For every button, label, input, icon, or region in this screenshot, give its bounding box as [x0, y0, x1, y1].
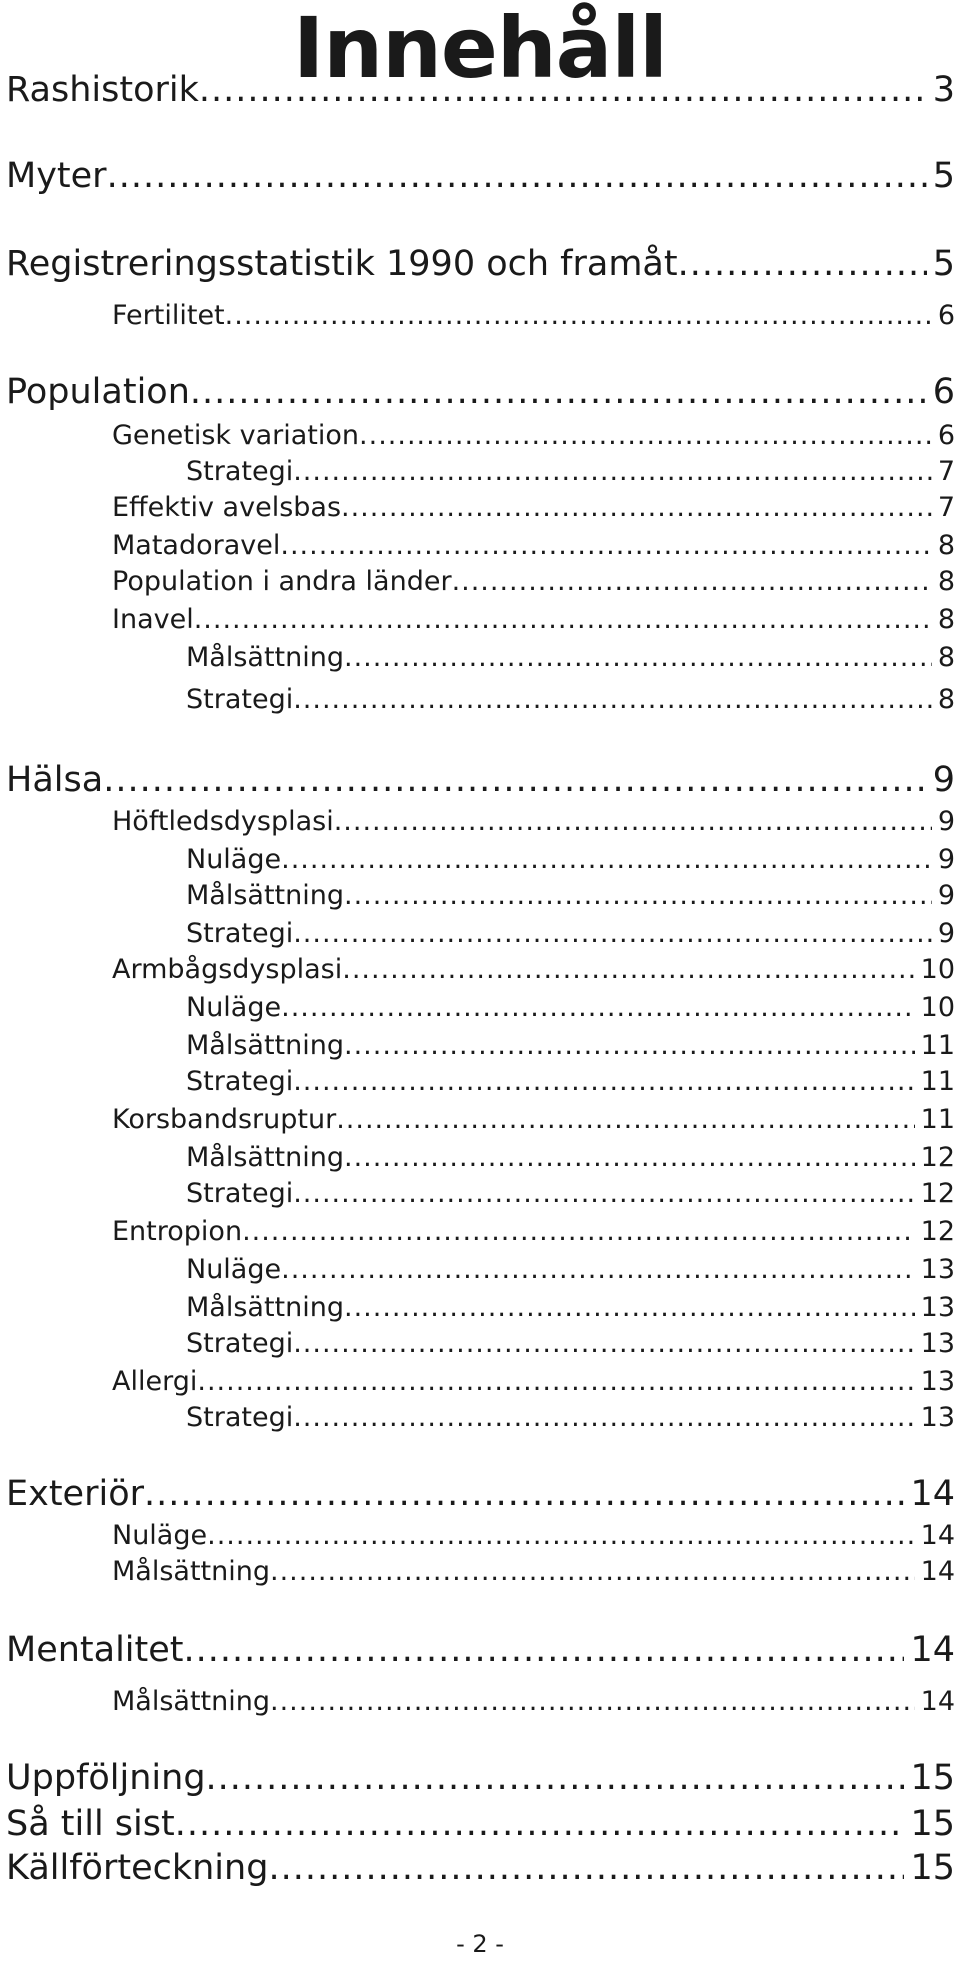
toc-dot-leader — [206, 1758, 905, 1798]
toc-entry-label: Målsättning — [186, 1142, 344, 1173]
toc-entry[interactable] — [0, 880, 955, 911]
toc-entry[interactable] — [0, 300, 955, 331]
toc-entry-label: Rashistorik — [6, 70, 199, 110]
toc-entry-page-number: 13 — [920, 1254, 955, 1285]
toc-dot-leader — [678, 244, 927, 284]
toc-entry-label: Entropion — [112, 1216, 243, 1247]
toc-entry-label: Strategi — [186, 684, 294, 715]
toc-entry[interactable] — [0, 156, 955, 196]
toc-entry-label: Effektiv avelsbas — [112, 492, 342, 523]
toc-entry-label: Målsättning — [186, 1030, 344, 1061]
toc-dot-leader — [197, 1366, 914, 1397]
toc-entry[interactable] — [0, 492, 955, 523]
toc-dot-leader — [199, 70, 927, 110]
toc-entry-label: Strategi — [186, 1402, 294, 1433]
toc-entry-page-number: 8 — [937, 530, 955, 561]
toc-entry-label: Exteriör — [6, 1474, 145, 1514]
toc-entry[interactable] — [0, 1104, 955, 1135]
toc-entry-label: Nuläge — [186, 1254, 282, 1285]
toc-entry-page-number: 7 — [937, 492, 955, 523]
toc-entry-page-number: 10 — [920, 992, 955, 1023]
toc-entry-label: Nuläge — [186, 844, 282, 875]
toc-dot-leader — [144, 1474, 904, 1514]
toc-entry-label: Armbågsdysplasi — [112, 954, 343, 985]
toc-entry-page-number: 5 — [932, 156, 955, 196]
toc-dot-leader — [452, 566, 932, 597]
toc-entry-page-number: 12 — [920, 1178, 955, 1209]
toc-dot-leader — [268, 1848, 904, 1888]
toc-dot-leader — [270, 1556, 915, 1587]
toc-dot-leader — [175, 1804, 905, 1844]
toc-entry[interactable] — [0, 1366, 955, 1397]
toc-dot-leader — [184, 1630, 905, 1670]
toc-entry[interactable] — [0, 1216, 955, 1247]
toc-dot-leader — [344, 1142, 915, 1173]
toc-entry-label: Källförteckning — [6, 1848, 269, 1888]
toc-entry-label: Strategi — [186, 456, 294, 487]
toc-entry-label: Fertilitet — [112, 300, 225, 331]
toc-entry-label: Korsbandsruptur — [112, 1104, 337, 1135]
toc-dot-leader — [293, 1178, 914, 1209]
toc-entry[interactable] — [0, 1030, 955, 1061]
toc-entry-page-number: 13 — [920, 1402, 955, 1433]
toc-entry-label: Nuläge — [186, 992, 282, 1023]
page-number-footer: - 2 - — [456, 1930, 504, 1958]
toc-entry-page-number: 9 — [937, 918, 955, 949]
toc-entry[interactable] — [0, 1686, 955, 1717]
toc-dot-leader — [293, 456, 932, 487]
toc-entry-label: Målsättning — [186, 1292, 344, 1323]
toc-entry-label: Mentalitet — [6, 1630, 184, 1670]
toc-dot-leader — [334, 806, 932, 837]
toc-entry-page-number: 7 — [937, 456, 955, 487]
toc-dot-leader — [107, 156, 927, 196]
toc-entry-label: Inavel — [112, 604, 194, 635]
toc-dot-leader — [281, 1254, 915, 1285]
toc-entry[interactable] — [0, 1402, 955, 1433]
toc-entry-page-number: 13 — [920, 1292, 955, 1323]
toc-entry[interactable] — [0, 1254, 955, 1285]
toc-dot-leader — [293, 1066, 914, 1097]
toc-dot-leader — [359, 420, 932, 451]
toc-entry[interactable] — [0, 1292, 955, 1323]
toc-entry-page-number: 14 — [910, 1630, 955, 1670]
toc-dot-leader — [293, 918, 932, 949]
toc-entry-page-number: 11 — [920, 1066, 955, 1097]
toc-entry-label: Målsättning — [186, 880, 344, 911]
toc-entry-label: Registreringsstatistik 1990 och framåt — [6, 244, 678, 284]
toc-entry[interactable] — [0, 844, 955, 875]
toc-entry-label: Strategi — [186, 1066, 294, 1097]
toc-entry-page-number: 14 — [910, 1474, 955, 1514]
toc-entry[interactable] — [0, 918, 955, 949]
toc-entry-label: Strategi — [186, 1178, 294, 1209]
toc-entry[interactable] — [0, 372, 955, 412]
toc-entry[interactable] — [0, 604, 955, 635]
toc-entry-page-number: 9 — [937, 844, 955, 875]
toc-entry-page-number: 12 — [920, 1216, 955, 1247]
toc-entry-label: Uppföljning — [6, 1758, 206, 1798]
toc-entry-page-number: 3 — [932, 70, 955, 110]
toc-entry[interactable] — [0, 1474, 955, 1514]
toc-dot-leader — [293, 1402, 914, 1433]
toc-entry-label: Strategi — [186, 1328, 294, 1359]
toc-entry-page-number: 15 — [910, 1848, 955, 1888]
toc-entry-page-number: 9 — [932, 760, 955, 800]
toc-entry[interactable] — [0, 530, 955, 561]
toc-dot-leader — [207, 1520, 915, 1551]
toc-dot-leader — [293, 1328, 914, 1359]
toc-dot-leader — [103, 760, 927, 800]
toc-dot-leader — [344, 1292, 915, 1323]
toc-entry-label: Målsättning — [186, 642, 344, 673]
toc-entry[interactable] — [0, 456, 955, 487]
toc-dot-leader — [225, 300, 932, 331]
toc-entry[interactable] — [0, 1328, 955, 1359]
toc-entry[interactable] — [0, 70, 955, 110]
toc-entry[interactable] — [0, 1556, 955, 1587]
toc-entry[interactable] — [0, 684, 955, 715]
toc-entry-page-number: 14 — [920, 1686, 955, 1717]
toc-entry-page-number: 11 — [920, 1030, 955, 1061]
toc-entry-page-number: 15 — [910, 1804, 955, 1844]
toc-entry-label: Allergi — [112, 1366, 198, 1397]
toc-entry-page-number: 10 — [920, 954, 955, 985]
toc-entry-page-number: 8 — [937, 642, 955, 673]
toc-dot-leader — [344, 1030, 915, 1061]
toc-entry[interactable] — [0, 1178, 955, 1209]
toc-dot-leader — [190, 372, 927, 412]
toc-entry-label: Så till sist — [6, 1804, 175, 1844]
toc-entry-label: Höftledsdysplasi — [112, 806, 334, 837]
toc-entry-label: Hälsa — [6, 760, 104, 800]
toc-entry-label: Nuläge — [112, 1520, 208, 1551]
toc-entry-page-number: 5 — [932, 244, 955, 284]
toc-entry-page-number: 15 — [910, 1758, 955, 1798]
toc-entry[interactable] — [0, 760, 955, 800]
toc-dot-leader — [242, 1216, 915, 1247]
toc-dot-leader — [270, 1686, 915, 1717]
toc-entry-page-number: 8 — [937, 684, 955, 715]
toc-entry-page-number: 13 — [920, 1328, 955, 1359]
toc-entry-label: Strategi — [186, 918, 294, 949]
toc-entry[interactable] — [0, 420, 955, 451]
toc-entry-page-number: 14 — [920, 1520, 955, 1551]
toc-entry[interactable] — [0, 1142, 955, 1173]
toc-entry-page-number: 9 — [937, 806, 955, 837]
toc-dot-leader — [281, 992, 915, 1023]
toc-entry-label: Genetisk variation — [112, 420, 360, 451]
toc-entry[interactable] — [0, 992, 955, 1023]
toc-entry-label: Myter — [6, 156, 107, 196]
toc-entry[interactable] — [0, 566, 955, 597]
toc-entry-label: Målsättning — [112, 1686, 270, 1717]
toc-entry-page-number: 13 — [920, 1366, 955, 1397]
toc-entry[interactable] — [0, 1630, 955, 1670]
toc-entry[interactable] — [0, 244, 955, 284]
toc-entry[interactable] — [0, 954, 955, 985]
toc-entry-label: Population i andra länder — [112, 566, 452, 597]
toc-entry-page-number: 8 — [937, 566, 955, 597]
toc-entry-page-number: 12 — [920, 1142, 955, 1173]
toc-entry[interactable] — [0, 1848, 955, 1888]
toc-entry[interactable] — [0, 1520, 955, 1551]
toc-dot-leader — [344, 880, 932, 911]
toc-entry-page-number: 6 — [937, 420, 955, 451]
toc-entry-page-number: 6 — [932, 372, 955, 412]
toc-dot-leader — [341, 492, 932, 523]
toc-dot-leader — [194, 604, 932, 635]
toc-dot-leader — [293, 684, 932, 715]
toc-entry-page-number: 11 — [920, 1104, 955, 1135]
toc-entry-page-number: 6 — [937, 300, 955, 331]
toc-dot-leader — [281, 844, 932, 875]
toc-entry-page-number: 9 — [937, 880, 955, 911]
page-title: Innehåll — [293, 0, 667, 97]
toc-entry[interactable] — [0, 642, 955, 673]
toc-entry-label: Population — [6, 372, 190, 412]
toc-dot-leader — [336, 1104, 914, 1135]
toc-entry-page-number: 14 — [920, 1556, 955, 1587]
toc-entry-label: Målsättning — [112, 1556, 270, 1587]
toc-entry-page-number: 8 — [937, 604, 955, 635]
toc-entry-label: Matadoravel — [112, 530, 281, 561]
toc-entry[interactable] — [0, 1804, 955, 1844]
toc-entry[interactable] — [0, 1066, 955, 1097]
toc-dot-leader — [280, 530, 931, 561]
toc-entry[interactable] — [0, 1758, 955, 1798]
toc-entry[interactable] — [0, 806, 955, 837]
toc-dot-leader — [344, 642, 932, 673]
toc-dot-leader — [342, 954, 914, 985]
